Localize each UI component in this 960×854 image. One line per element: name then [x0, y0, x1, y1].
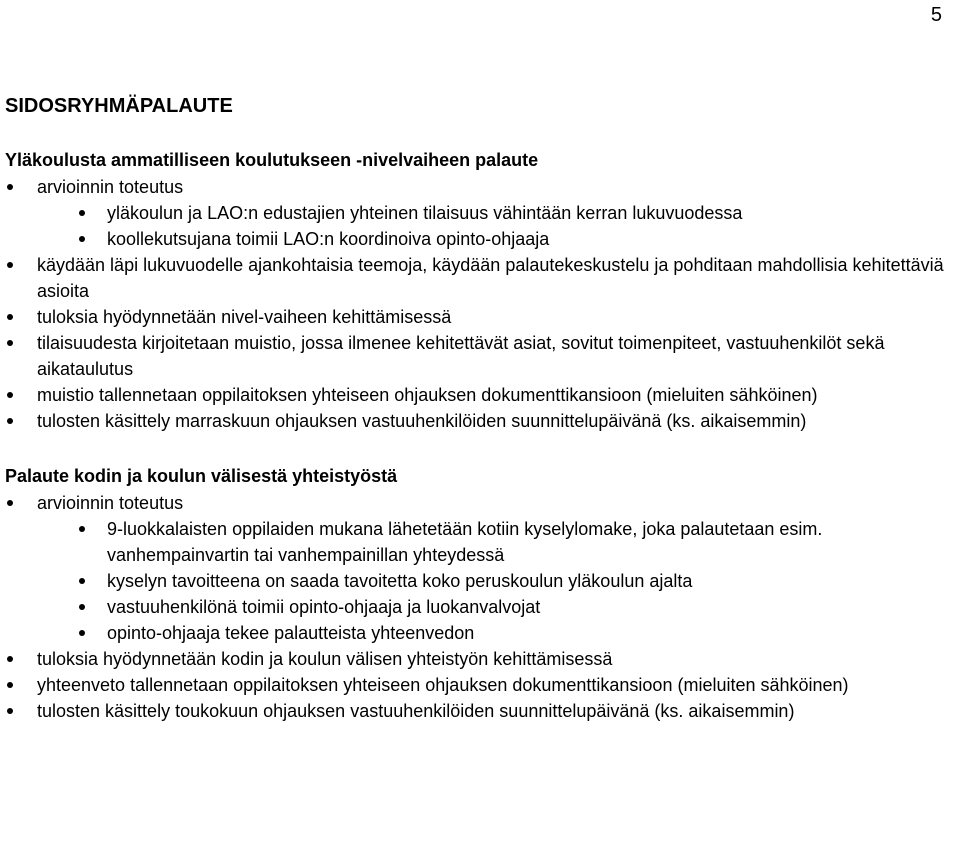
section-heading: Yläkoulusta ammatilliseen koulutukseen -nivelvaiheen palaute [5, 150, 539, 170]
list-item [5, 174, 955, 252]
list-item-text: yhteenveto tallennetaan oppilaitoksen yhteiseen ohjauksen dokumenttikansioon (mieluiten sähköinen) [37, 675, 849, 695]
list-item [5, 646, 955, 672]
list-item [5, 304, 955, 330]
list-item [5, 672, 955, 698]
list-item-text: arvioinnin toteutus [37, 177, 184, 197]
document-title: SIDOSRYHMÄPALAUTE [5, 95, 233, 117]
section-heading: Palaute kodin ja koulun välisestä yhteistyöstä [5, 466, 398, 486]
list-item [5, 490, 955, 646]
sub-list-item [75, 226, 955, 252]
list-item [5, 408, 955, 434]
sub-list-item [75, 594, 955, 620]
page-number: 5 [930, 4, 942, 26]
section-koti-koulu [5, 462, 955, 724]
sub-list-item [75, 516, 955, 568]
sub-list [75, 200, 955, 252]
list-item-text: tuloksia hyödynnetään kodin ja koulun välisen yhteistyön kehittämisessä [37, 649, 613, 669]
sub-list-item-text: kyselyn tavoitteena on saada tavoitetta koko peruskoulun yläkoulun ajalta [107, 571, 693, 591]
sub-list-item [75, 620, 955, 646]
section-nivelvaihe [5, 146, 955, 434]
list-item-text: muistio tallennetaan oppilaitoksen yhteiseen ohjauksen dokumenttikansioon (mieluiten sähköinen) [37, 385, 818, 405]
list-item-text: tulosten käsittely marraskuun ohjauksen vastuuhenkilöiden suunnittelupäivänä (ks. aikaisemmin) [37, 411, 807, 431]
sub-list-item-text: 9-luokkalaisten oppilaiden mukana lähetetään kotiin kyselylomake, joka palautetaan esim. vanhempainvartin tai vanhempainillan yhteydessä [107, 519, 823, 565]
sub-list-item-text: koollekutsujana toimii LAO:n koordinoiva opinto-ohjaaja [107, 229, 550, 249]
list-item [5, 330, 955, 382]
list-item [5, 382, 955, 408]
sub-list-item-text: yläkoulun ja LAO:n edustajien yhteinen tilaisuus vähintään kerran lukuvuodessa [107, 203, 743, 223]
bullet-list [5, 490, 955, 724]
list-item [5, 698, 955, 724]
list-item-text: arvioinnin toteutus [37, 493, 184, 513]
list-item-text: tuloksia hyödynnetään nivel-vaiheen kehittämisessä [37, 307, 452, 327]
list-item [5, 252, 955, 304]
list-item-text: käydään läpi lukuvuodelle ajankohtaisia teemoja, käydään palautekeskustelu ja pohditaan mahdollisia kehitettäviä asioita [37, 255, 944, 301]
sub-list-item-text: vastuuhenkilönä toimii opinto-ohjaaja ja luokanvalvojat [107, 597, 541, 617]
sub-list-item-text: opinto-ohjaaja tekee palautteista yhteenvedon [107, 623, 475, 643]
sub-list-item [75, 568, 955, 594]
sub-list [75, 516, 955, 646]
sub-list-item [75, 200, 955, 226]
list-item-text: tilaisuudesta kirjoitetaan muistio, jossa ilmenee kehitettävät asiat, sovitut toimenpiteet, vastuuhenkilöt sekä aikataulutus [37, 333, 885, 379]
bullet-list [5, 174, 955, 434]
document-body [5, 91, 955, 724]
list-item-text: tulosten käsittely toukokuun ohjauksen vastuuhenkilöiden suunnittelupäivänä (ks. aikaisemmin) [37, 701, 795, 721]
